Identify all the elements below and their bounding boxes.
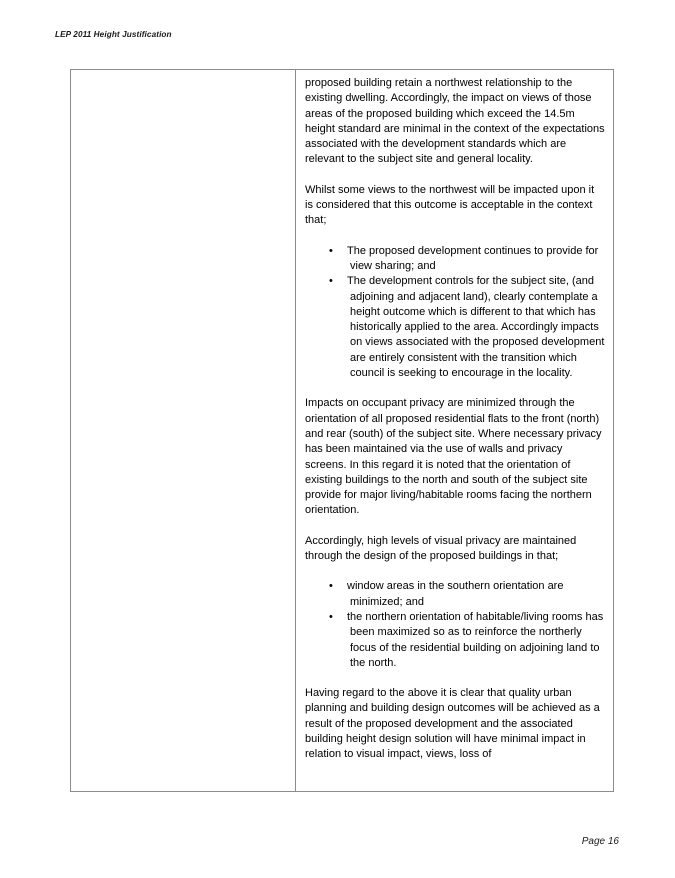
paragraph-visual-privacy-maintained: Accordingly, high levels of visual privacy are maintained through the design of the proposed buildings in that; bbox=[305, 534, 577, 563]
list-item-label: The development controls for the subject site, (and adjoining and adjacent land), clearly contemplate a height outcome which is different to that which has historically applied to the area. Accordingly impacts on views associated with the proposed development are entirely consistent with the transition which council is seeking to encourage in the locality. bbox=[347, 275, 605, 380]
page-number-footer: Page 16 bbox=[581, 836, 619, 847]
bullet-dot-icon: • bbox=[329, 275, 333, 288]
bullet-dot-icon: • bbox=[329, 244, 333, 257]
document-header: LEP 2011 Height Justification bbox=[55, 30, 172, 39]
table-cell-right-text bbox=[296, 70, 614, 792]
bullet-dot-icon: • bbox=[329, 580, 333, 593]
list-item-label: the northern orientation of habitable/living rooms has been maximized so as to reinforce the northerly focus of the residential building on adjoining land to the north. bbox=[347, 610, 604, 669]
paragraph-proposed-building-views: proposed building retain a northwest relationship to the existing dwelling. Accordingly, the impact on views of those areas of the proposed building which exceed the 14.5m height standard are minimal in the context of the expectations associated with the development standards which are relevant to the subject site and general locality. bbox=[305, 77, 605, 166]
table-cell-left-empty bbox=[71, 70, 296, 792]
list-item bbox=[305, 244, 605, 275]
list-item-label: The proposed development continues to provide for view sharing; and bbox=[347, 244, 599, 272]
paragraph-urban-design-outcomes: Having regard to the above it is clear that quality urban planning and building design outcomes will be achieved as a result of the proposed development and the associated building height design solution will have minimal impact in relation to visual impact, views, loss of bbox=[305, 687, 600, 761]
list-item-label: window areas in the southern orientation are minimized; and bbox=[347, 580, 564, 608]
paragraph-occupant-privacy: Impacts on occupant privacy are minimized through the orientation of all proposed residential flats to the front (north) and rear (south) of the subject site. Where necessary privacy has been maintained via the use of walls and privacy screens. In this regard it is noted that the orientation of existing buildings to the north and south of the subject site provide for major living/habitable rooms facing the northern orientation. bbox=[305, 397, 602, 517]
bullet-dot-icon: • bbox=[329, 610, 333, 623]
bullet-list-privacy-measures bbox=[305, 579, 605, 671]
list-item bbox=[305, 610, 605, 671]
paragraph-northwest-views-acceptable: Whilst some views to the northwest will be impacted upon it is considered that this outcome is acceptable in the context that; bbox=[305, 183, 595, 227]
bullet-list-view-sharing bbox=[305, 244, 605, 382]
list-item bbox=[305, 274, 605, 381]
list-item bbox=[305, 579, 605, 610]
table-row bbox=[71, 70, 614, 792]
content-table bbox=[70, 69, 614, 792]
